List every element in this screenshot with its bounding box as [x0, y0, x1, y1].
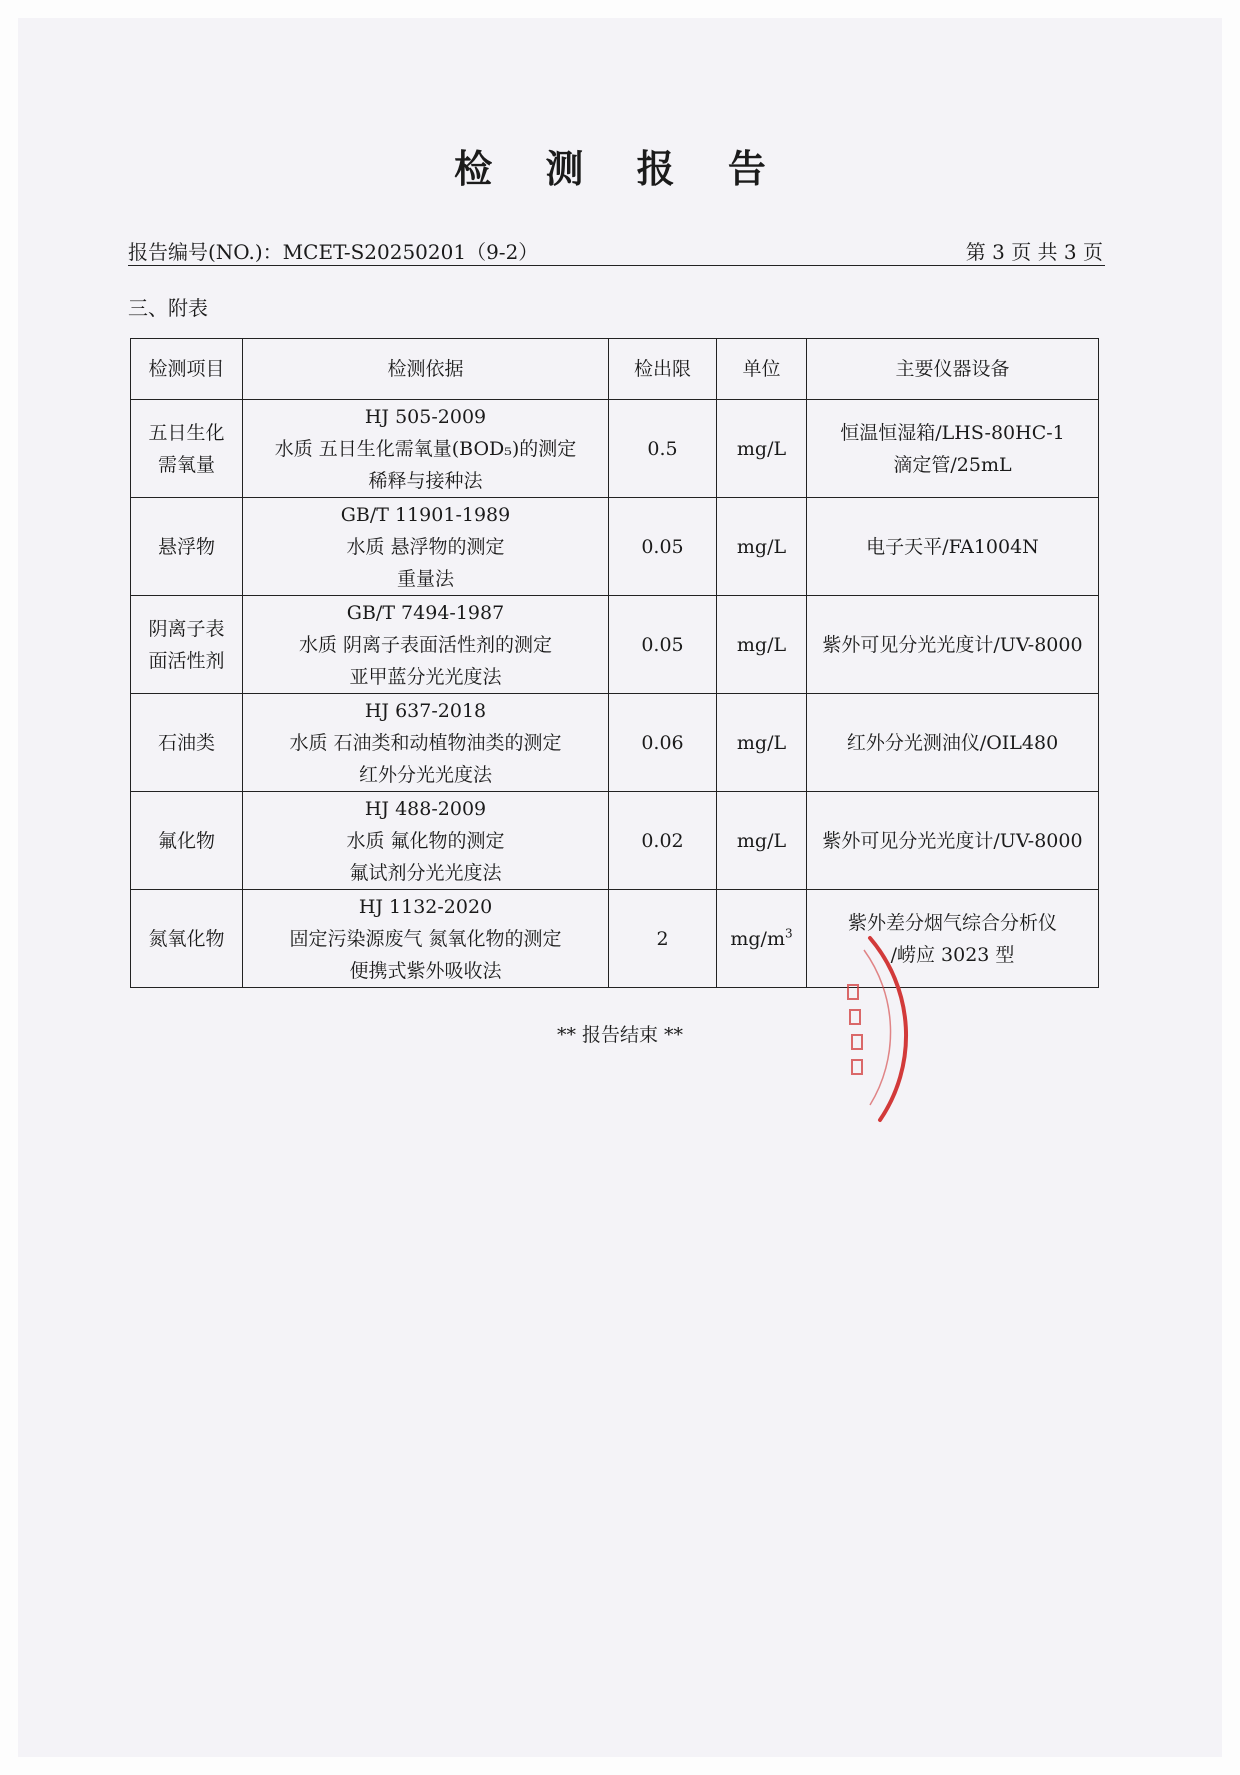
cell-equipment — [807, 400, 1099, 498]
basis-standard: GB/T 11901-1989 — [340, 503, 511, 526]
cell-equipment — [807, 498, 1099, 596]
basis-standard: HJ 637-2018 — [364, 699, 487, 722]
basis-title: 水质 五日生化需氧量(BOD₅)的测定 — [274, 437, 577, 460]
cell-basis — [243, 792, 609, 890]
basis-standard: GB/T 7494-1987 — [346, 601, 505, 624]
basis-method: 亚甲蓝分光光度法 — [349, 665, 502, 688]
table-row — [131, 890, 1099, 988]
basis-method: 红外分光光度法 — [358, 763, 492, 786]
header-limit: 检出限 — [609, 339, 717, 400]
cell-item: 五日生化需氧量 — [131, 400, 243, 498]
header-basis: 检测依据 — [243, 339, 609, 400]
cell-equipment — [807, 694, 1099, 792]
document-title: 检 测 报 告 — [454, 146, 786, 191]
cell-limit: 2 — [609, 890, 717, 988]
appendix-table — [130, 338, 1099, 988]
cell-item: 氟化物 — [131, 792, 243, 890]
cell-limit: 0.02 — [609, 792, 717, 890]
equipment-line: 紫外可见分光光度计/UV-8000 — [822, 829, 1083, 852]
unit-text: mg/L — [736, 731, 787, 754]
basis-method: 氟试剂分光光度法 — [349, 861, 502, 884]
cell-item: 氮氧化物 — [131, 890, 243, 988]
table-row — [131, 498, 1099, 596]
table-row — [131, 694, 1099, 792]
unit-text: mg/m — [730, 927, 785, 950]
cell-equipment — [807, 792, 1099, 890]
equipment-line: 滴定管/25mL — [893, 453, 1012, 476]
basis-title: 水质 悬浮物的测定 — [346, 535, 505, 558]
basis-title: 固定污染源废气 氮氧化物的测定 — [289, 927, 562, 950]
cell-limit: 0.05 — [609, 596, 717, 694]
report-end-mark: ** 报告结束 ** — [556, 1024, 684, 1046]
header-equipment: 主要仪器设备 — [807, 339, 1099, 400]
cell-limit: 0.05 — [609, 498, 717, 596]
cell-unit — [717, 400, 807, 498]
cell-item: 阴离子表面活性剂 — [131, 596, 243, 694]
equipment-line: 紫外可见分光光度计/UV-8000 — [822, 633, 1083, 656]
header-item: 检测项目 — [131, 339, 243, 400]
cell-basis — [243, 596, 609, 694]
cell-limit: 0.5 — [609, 400, 717, 498]
cell-basis — [243, 498, 609, 596]
equipment-line: 紫外差分烟气综合分析仪 — [847, 911, 1057, 934]
unit-superscript: 3 — [784, 926, 793, 941]
unit-text: mg/L — [736, 437, 787, 460]
unit-text: mg/L — [736, 633, 787, 656]
equipment-line: /崂应 3023 型 — [890, 943, 1015, 966]
unit-text: mg/L — [736, 535, 787, 558]
cell-limit: 0.06 — [609, 694, 717, 792]
basis-standard: HJ 488-2009 — [364, 797, 487, 820]
cell-unit — [717, 890, 807, 988]
equipment-line: 红外分光测油仪/OIL480 — [846, 731, 1059, 754]
cell-item: 石油类 — [131, 694, 243, 792]
basis-title: 水质 石油类和动植物油类的测定 — [289, 731, 562, 754]
table-row — [131, 596, 1099, 694]
report-number: 报告编号(NO.)：MCET-S20250201（9-2） — [128, 240, 539, 264]
table-header-row — [131, 339, 1099, 400]
cell-basis — [243, 694, 609, 792]
unit-text: mg/L — [736, 829, 787, 852]
equipment-line: 恒温恒湿箱/LHS-80HC-1 — [840, 421, 1065, 444]
cell-equipment — [807, 596, 1099, 694]
basis-method: 便携式紫外吸收法 — [349, 959, 502, 982]
cell-equipment — [807, 890, 1099, 988]
header-divider — [128, 265, 1105, 266]
cell-unit — [717, 596, 807, 694]
cell-basis — [243, 400, 609, 498]
basis-method: 稀释与接种法 — [368, 469, 483, 492]
basis-method: 重量法 — [396, 567, 454, 590]
section-title: 三、附表 — [128, 296, 208, 320]
basis-title: 水质 阴离子表面活性剂的测定 — [298, 633, 553, 656]
basis-standard: HJ 505-2009 — [364, 405, 487, 428]
cell-basis — [243, 890, 609, 988]
header-unit: 单位 — [717, 339, 807, 400]
cell-item: 悬浮物 — [131, 498, 243, 596]
cell-unit — [717, 694, 807, 792]
basis-standard: HJ 1132-2020 — [358, 895, 493, 918]
equipment-line: 电子天平/FA1004N — [866, 535, 1039, 558]
table-row — [131, 400, 1099, 498]
page-count: 第 3 页 共 3 页 — [965, 240, 1103, 264]
cell-unit — [717, 792, 807, 890]
cell-unit — [717, 498, 807, 596]
basis-title: 水质 氟化物的测定 — [346, 829, 505, 852]
table-row — [131, 792, 1099, 890]
